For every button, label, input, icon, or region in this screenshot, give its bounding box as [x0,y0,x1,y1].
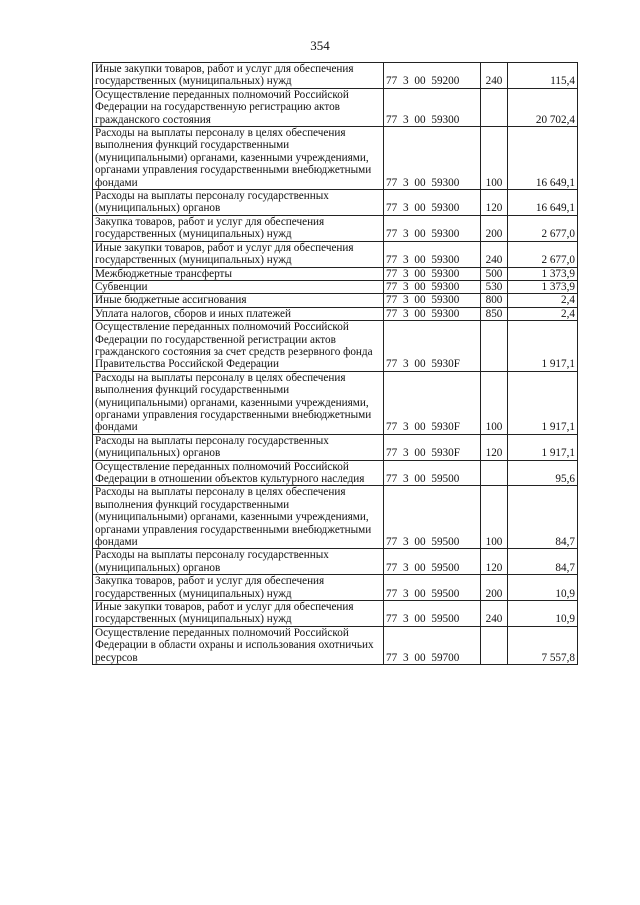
row-name-cell: Осуществление переданных полномочий Российской Федерации в отношении объектов культурного наследия [93,460,384,486]
row-code-cell: 77 3 00 59300 [384,127,481,190]
row-name-cell: Расходы на выплаты персоналу в целях обеспечения выполнения функций государственными (муниципальными) органами, казенными учреждениями, органами управления государственными внебюджетными фондами [93,371,384,434]
table-row [93,601,578,627]
budget-table-body [93,63,578,665]
row-name-cell: Уплата налогов, сборов и иных платежей [93,307,384,320]
row-sum-cell: 16 649,1 [508,190,578,216]
row-sum-cell: 10,9 [508,601,578,627]
row-name-cell: Расходы на выплаты персоналу в целях обеспечения выполнения функций государственными (муниципальными) органами, казенными учреждениями, органами управления государственными внебюджетными фондами [93,486,384,549]
row-code-cell: 77 3 00 5930F [384,321,481,372]
row-name-cell: Расходы на выплаты персоналу государственных (муниципальных) органов [93,434,384,460]
row-name-cell: Межбюджетные трансферты [93,267,384,280]
row-code-cell: 77 3 00 59300 [384,307,481,320]
row-sum-cell: 1 917,1 [508,434,578,460]
row-code-cell: 77 3 00 59300 [384,190,481,216]
row-sum-cell: 1 373,9 [508,280,578,293]
row-sum-cell: 1 917,1 [508,321,578,372]
row-code-cell: 77 3 00 59500 [384,575,481,601]
row-sum-cell: 2 677,0 [508,241,578,267]
row-name-cell: Иные бюджетные ассигнования [93,294,384,307]
row-code-cell: 77 3 00 59300 [384,267,481,280]
row-code-cell: 77 3 00 59700 [384,626,481,664]
row-expense-type-cell [481,321,508,372]
row-name-cell: Расходы на выплаты персоналу государственных (муниципальных) органов [93,549,384,575]
row-code-cell: 77 3 00 59300 [384,88,481,126]
row-name-cell: Расходы на выплаты персоналу в целях обеспечения выполнения функций государственными (муниципальными) органами, казенными учреждениями, органами управления государственными внебюджетными фондами [93,127,384,190]
row-expense-type-cell: 100 [481,127,508,190]
row-expense-type-cell: 530 [481,280,508,293]
table-row [93,434,578,460]
row-name-cell: Осуществление переданных полномочий Российской Федерации на государственную регистрацию актов гражданского состояния [93,88,384,126]
row-sum-cell: 84,7 [508,486,578,549]
table-row [93,626,578,664]
row-sum-cell: 115,4 [508,63,578,89]
row-code-cell: 77 3 00 5930F [384,371,481,434]
row-expense-type-cell: 100 [481,486,508,549]
row-name-cell: Иные закупки товаров, работ и услуг для обеспечения государственных (муниципальных) нужд [93,241,384,267]
row-sum-cell: 2,4 [508,294,578,307]
table-row [93,63,578,89]
budget-table [92,62,578,665]
table-row [93,486,578,549]
row-name-cell: Закупка товаров, работ и услуг для обеспечения государственных (муниципальных) нужд [93,215,384,241]
row-name-cell: Расходы на выплаты персоналу государственных (муниципальных) органов [93,190,384,216]
row-expense-type-cell [481,88,508,126]
table-row [93,549,578,575]
row-name-cell: Иные закупки товаров, работ и услуг для обеспечения государственных (муниципальных) нужд [93,601,384,627]
row-sum-cell: 16 649,1 [508,127,578,190]
table-row [93,371,578,434]
row-code-cell: 77 3 00 59500 [384,460,481,486]
row-code-cell: 77 3 00 59500 [384,486,481,549]
row-sum-cell: 7 557,8 [508,626,578,664]
row-sum-cell: 20 702,4 [508,88,578,126]
row-expense-type-cell: 240 [481,241,508,267]
table-row [93,321,578,372]
row-expense-type-cell: 120 [481,434,508,460]
row-name-cell: Осуществление переданных полномочий Российской Федерации по государственной регистрации актов гражданского состояния за счет средств резервного фонда Правительства Российской Федерации [93,321,384,372]
row-sum-cell: 10,9 [508,575,578,601]
table-row [93,190,578,216]
row-code-cell: 77 3 00 59500 [384,549,481,575]
table-row [93,460,578,486]
row-expense-type-cell: 120 [481,190,508,216]
row-expense-type-cell: 500 [481,267,508,280]
row-expense-type-cell: 240 [481,601,508,627]
row-expense-type-cell: 100 [481,371,508,434]
row-expense-type-cell: 850 [481,307,508,320]
row-expense-type-cell: 240 [481,63,508,89]
row-code-cell: 77 3 00 5930F [384,434,481,460]
table-row [93,307,578,320]
row-code-cell: 77 3 00 59500 [384,601,481,627]
table-row [93,267,578,280]
row-code-cell: 77 3 00 59200 [384,63,481,89]
row-expense-type-cell: 200 [481,575,508,601]
table-row [93,241,578,267]
row-code-cell: 77 3 00 59300 [384,241,481,267]
row-sum-cell: 2 677,0 [508,215,578,241]
table-row [93,294,578,307]
row-name-cell: Закупка товаров, работ и услуг для обеспечения государственных (муниципальных) нужд [93,575,384,601]
row-expense-type-cell: 200 [481,215,508,241]
table-row [93,88,578,126]
table-row [93,575,578,601]
row-sum-cell: 2,4 [508,307,578,320]
table-row [93,215,578,241]
page-number: 354 [310,38,330,53]
row-code-cell: 77 3 00 59300 [384,280,481,293]
table-row [93,280,578,293]
row-code-cell: 77 3 00 59300 [384,215,481,241]
table-row [93,127,578,190]
row-code-cell: 77 3 00 59300 [384,294,481,307]
row-sum-cell: 95,6 [508,460,578,486]
row-expense-type-cell [481,626,508,664]
row-name-cell: Иные закупки товаров, работ и услуг для обеспечения государственных (муниципальных) нужд [93,63,384,89]
row-sum-cell: 1 917,1 [508,371,578,434]
row-sum-cell: 1 373,9 [508,267,578,280]
row-expense-type-cell: 800 [481,294,508,307]
row-sum-cell: 84,7 [508,549,578,575]
row-name-cell: Субвенции [93,280,384,293]
row-expense-type-cell: 120 [481,549,508,575]
row-expense-type-cell [481,460,508,486]
row-name-cell: Осуществление переданных полномочий Российской Федерации в области охраны и использования охотничьих ресурсов [93,626,384,664]
